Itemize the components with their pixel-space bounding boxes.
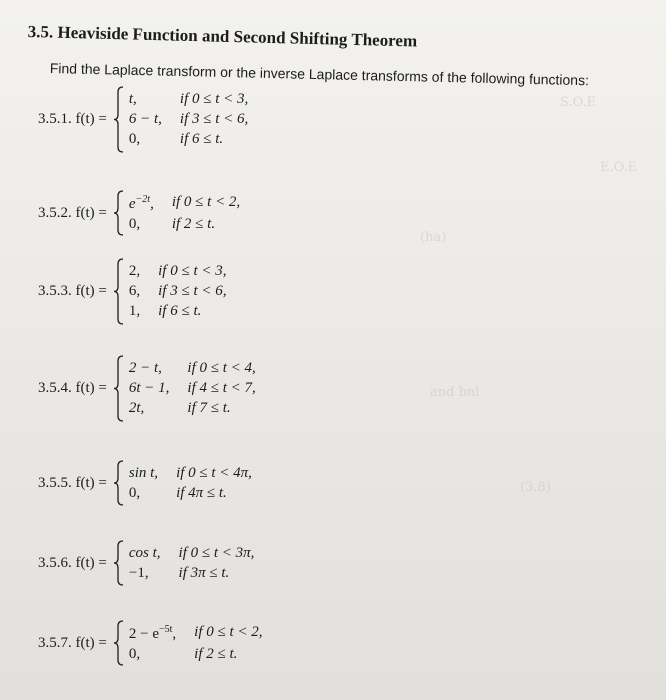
problem-3-5-4 [38, 355, 256, 422]
case-condition: if 6 ≤ t. [158, 303, 202, 319]
cases-grid [129, 360, 256, 417]
case-condition: if 0 ≤ t < 2, [194, 623, 263, 640]
cases-grid [129, 91, 248, 148]
left-brace [113, 460, 125, 506]
problem-label: 3.5.6. f(t) = [38, 554, 107, 571]
bleed-through-text: S.O.E [560, 95, 597, 110]
case-expression: 6 − t, [128, 111, 162, 127]
left-brace [113, 86, 125, 153]
case-condition: if 3π ≤ t. [178, 564, 230, 581]
case-condition: if 2 ≤ t. [171, 215, 216, 232]
case-condition: if 7 ≤ t. [187, 400, 231, 416]
left-brace [113, 355, 125, 422]
bleed-through-text: (3.8) [520, 480, 551, 495]
section-title: 3.5. Heaviside Function and Second Shifting Theorem [27, 22, 418, 51]
cases-grid [129, 465, 252, 502]
case-condition: if 0 ≤ t < 3π, [178, 544, 255, 561]
left-brace [113, 540, 125, 586]
case-expression: sin t, [128, 464, 159, 481]
case-expression: −1, [128, 564, 149, 581]
case-condition: if 0 ≤ t < 4, [187, 360, 256, 376]
problem-label: 3.5.4. f(t) = [38, 380, 107, 396]
problem-3-5-3 [38, 258, 226, 325]
case-condition: if 4π ≤ t. [176, 484, 227, 501]
instructions-text: Find the Laplace transform or the inverse Laplace transforms of the following functions: [49, 60, 590, 89]
case-condition: if 3 ≤ t < 6, [158, 283, 227, 299]
bleed-through-text: and bnl [430, 385, 480, 400]
bleed-through-text: E.O.E [600, 160, 638, 175]
bleed-through-text: (ha) [420, 230, 447, 245]
case-expression: 0, [128, 645, 141, 662]
cases-grid [129, 545, 255, 582]
case-condition: if 3 ≤ t < 6, [179, 111, 249, 127]
left-brace [113, 620, 125, 666]
case-condition: if 0 ≤ t < 4π, [176, 464, 252, 481]
case-expression: cos t, [128, 544, 161, 561]
problem-label: 3.5.3. f(t) = [38, 283, 107, 299]
case-expression: 6t − 1, [128, 380, 170, 396]
case-condition: if 2 ≤ t. [194, 645, 238, 662]
case-expression: 2, [128, 263, 141, 279]
case-condition: if 6 ≤ t. [179, 131, 224, 147]
case-condition: if 4 ≤ t < 7, [187, 380, 256, 396]
problem-3-5-7 [38, 620, 263, 666]
case-expression: 0, [128, 484, 141, 501]
case-expression: t, [128, 91, 137, 107]
problem-3-5-5 [38, 460, 252, 506]
cases-grid [129, 624, 263, 663]
case-condition: if 0 ≤ t < 2, [171, 193, 241, 210]
left-brace [113, 258, 125, 325]
left-brace [113, 190, 125, 236]
problem-3-5-2 [38, 190, 240, 236]
case-expression: 2 − t, [128, 360, 162, 376]
problem-label: 3.5.1. f(t) = [38, 111, 107, 127]
case-condition: if 0 ≤ t < 3, [158, 263, 227, 279]
case-expression: 0, [128, 131, 141, 147]
problem-label: 3.5.2. f(t) = [38, 204, 107, 221]
case-expression: 6, [128, 283, 141, 299]
problem-3-5-6 [38, 540, 254, 586]
cases-grid [129, 263, 227, 320]
case-expression: 0, [128, 215, 141, 232]
case-expression: $e^{-2t}$, [128, 193, 154, 212]
case-expression: 2t, [128, 400, 145, 416]
case-condition: if 0 ≤ t < 3, [179, 91, 249, 107]
problem-3-5-1 [38, 86, 248, 153]
case-expression: $2 - e^{-5t}$, [128, 623, 177, 642]
problem-label: 3.5.5. f(t) = [38, 474, 107, 491]
cases-grid [129, 194, 240, 233]
problem-label: 3.5.7. f(t) = [38, 634, 107, 651]
case-expression: 1, [128, 303, 141, 319]
